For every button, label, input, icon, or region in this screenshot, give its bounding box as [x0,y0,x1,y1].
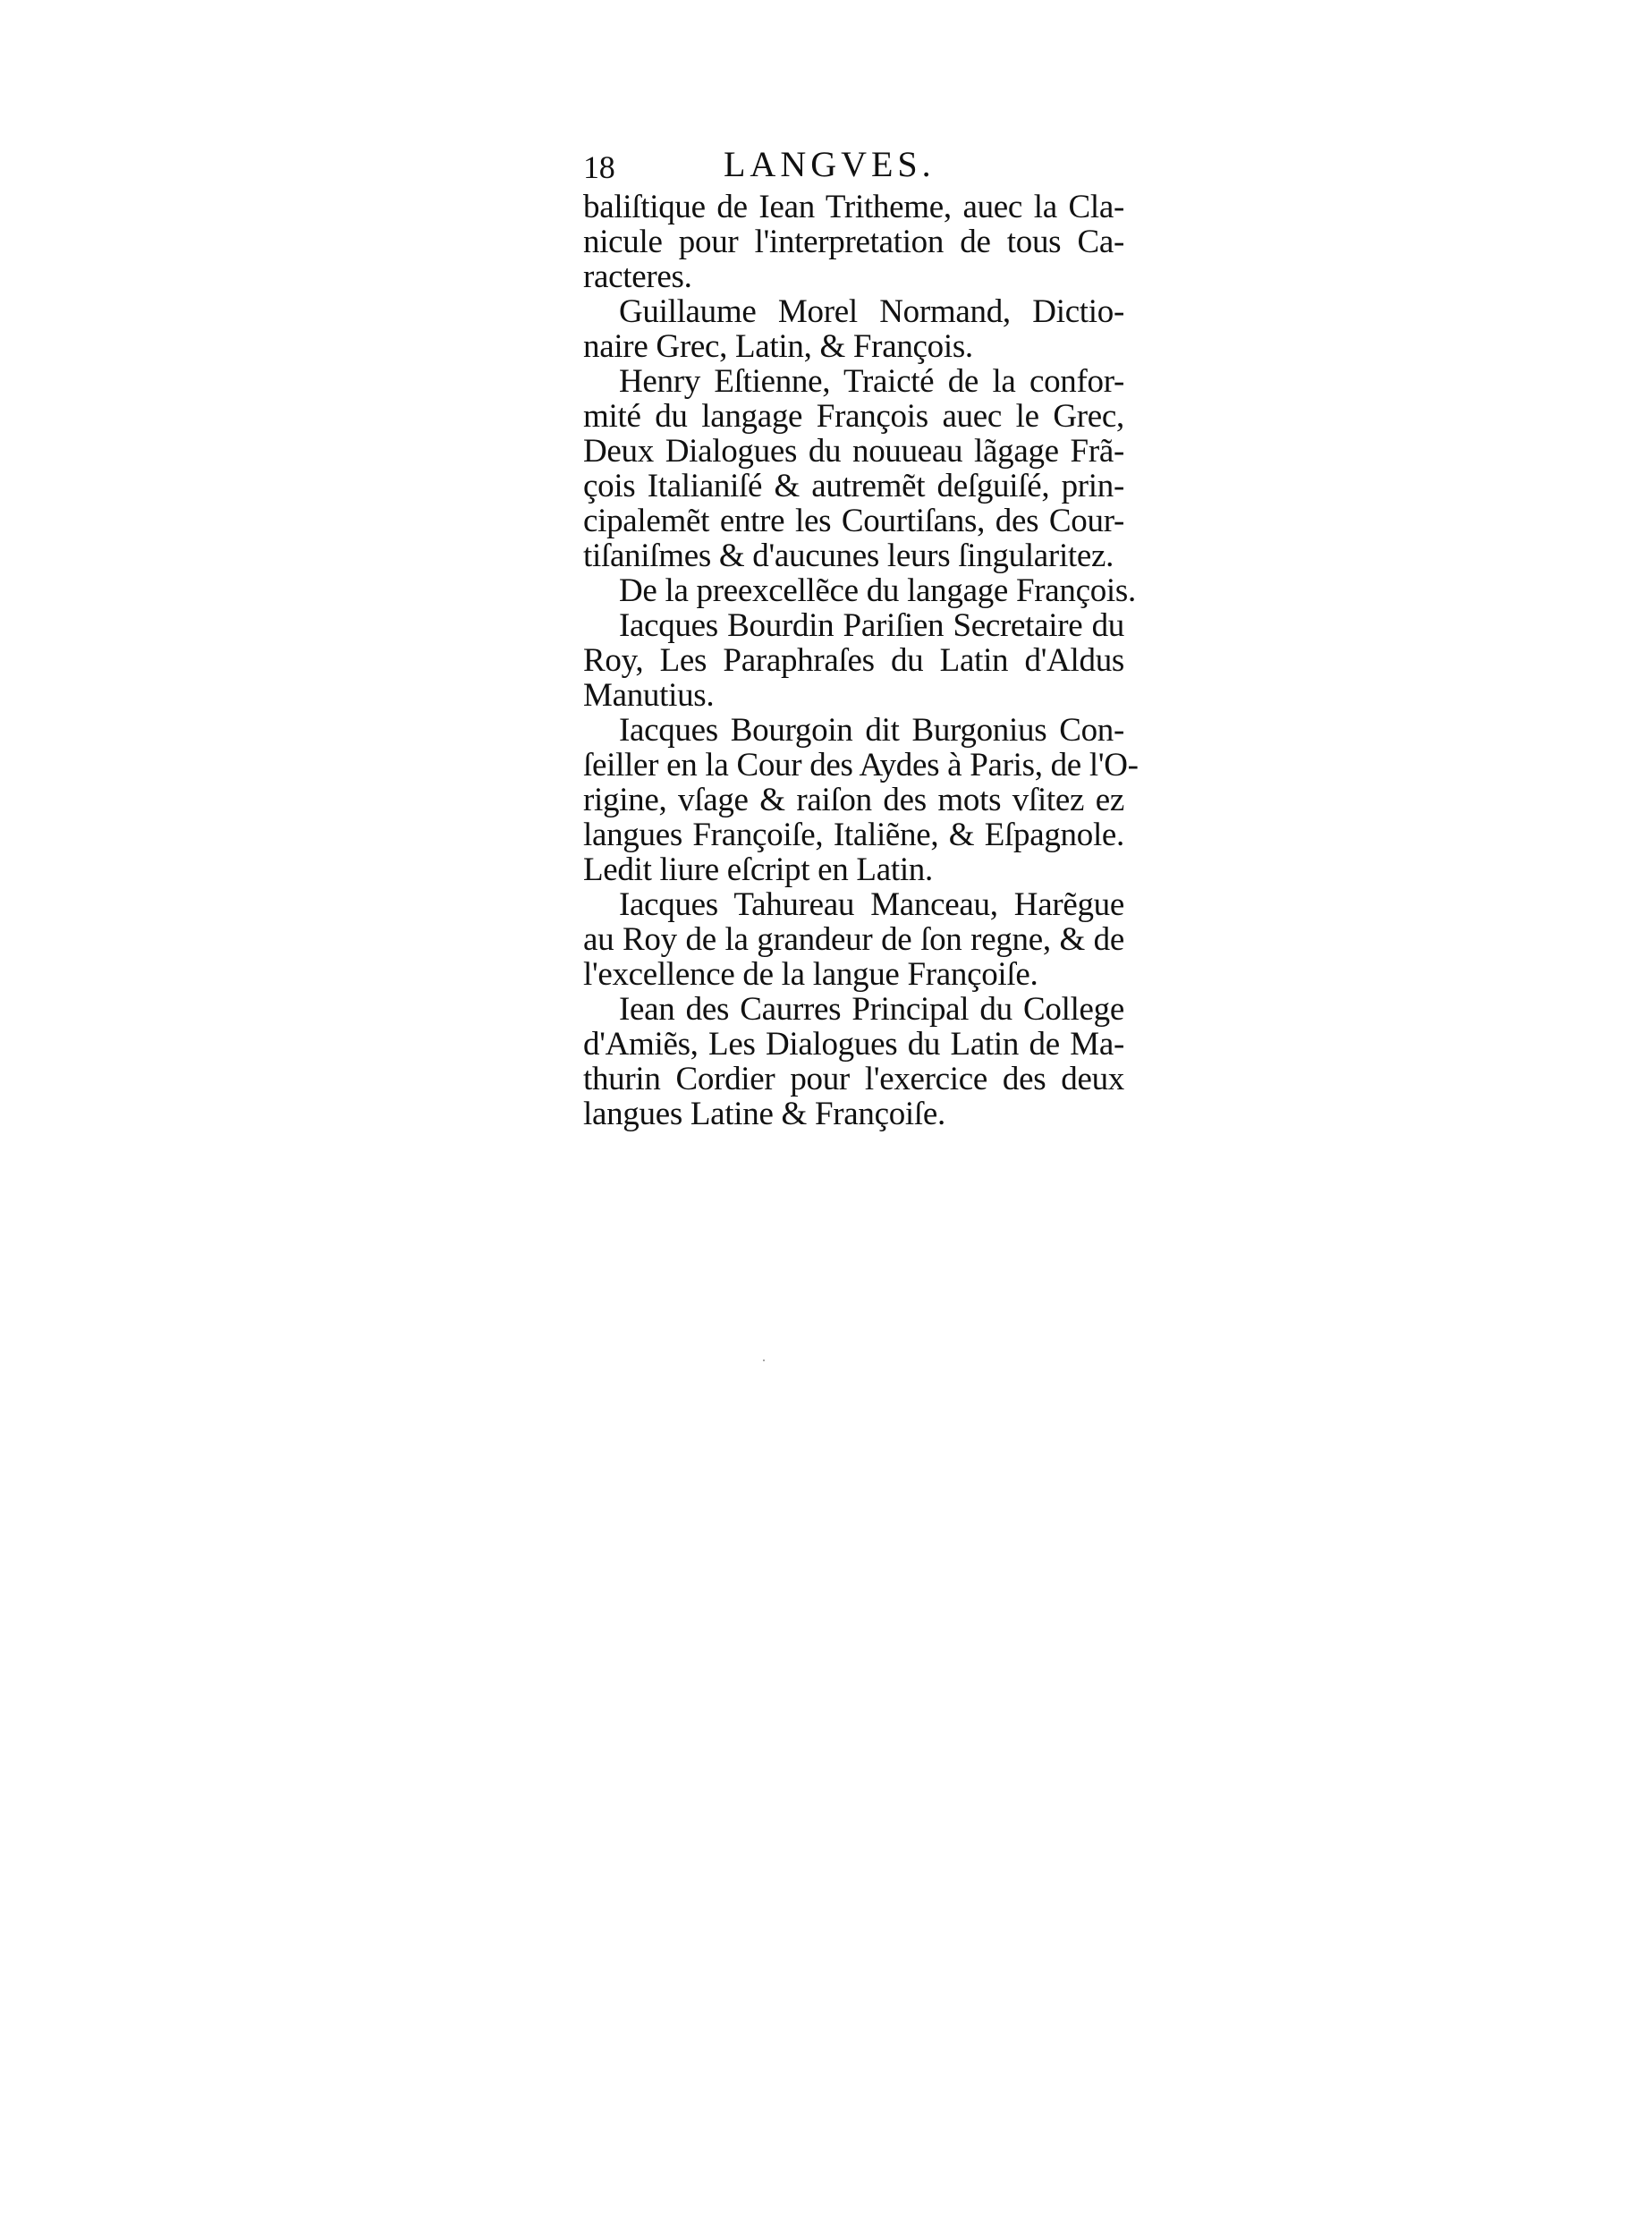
text-line: thurin Cordier pour l'exercice des deux [583,1061,1124,1097]
text-line: Guillaume Morel Normand, Dictio- [619,293,1124,330]
bibliography-entry [583,364,1124,573]
text-line: Iacques Bourdin Pariſien Secretaire du [619,607,1124,644]
text-line: langues Françoiſe, Italiẽne, & Eſpagnole. [583,817,1124,853]
bibliography-entries [583,189,1139,1132]
text-line: naire Grec, Latin, & François. [583,328,973,365]
page-number: 18 [583,149,615,185]
text-line: Henry Eſtienne, Traicté de la confor- [619,363,1124,400]
text-line: Iacques Tahureau Manceau, Harẽgue [619,886,1124,923]
text-line: Manutius. [583,677,715,714]
text-line: baliſtique de Iean Tritheme, auec la Cla- [583,189,1124,225]
paper-speck [763,1359,765,1361]
text-line: au Roy de la grandeur de ſon regne, & de [583,921,1124,958]
text-line: ſeiller en la Cour des Aydes à Paris, de l'O- [583,747,1139,783]
text-line: tiſaniſmes & d'aucunes leurs ſingularitez. [583,538,1114,574]
text-block [583,144,1139,1132]
text-line: çois Italianiſé & autremẽt deſguiſé, prin- [583,468,1124,504]
text-line: l'excellence de la langue Françoiſe. [583,956,1038,993]
bibliography-entry [583,992,1124,1131]
text-line: Ledit liure eſcript en Latin. [583,851,933,888]
running-title: LANGVES. [724,144,936,184]
text-line: rigine, vſage & raiſon des mots vſitez ez [583,782,1124,818]
bibliography-entry [583,608,1124,713]
text-line: De la preexcellẽce du langage François. [619,572,1136,609]
bibliography-entry [583,887,1124,992]
text-line: Deux Dialogues du nouueau lãgage Frã- [583,433,1124,470]
text-line: Roy, Les Paraphraſes du Latin d'Aldus [583,642,1124,679]
text-line: Iacques Bourgoin dit Burgonius Con- [619,712,1124,749]
text-line: mité du langage François auec le Grec, [583,398,1124,435]
text-line: nicule pour l'interpretation de tous Ca- [583,224,1124,260]
text-line: cipalemẽt entre les Courtiſans, des Cour- [583,503,1124,539]
bibliography-entry [583,712,1139,888]
text-line: d'Amiẽs, Les Dialogues du Latin de Ma- [583,1026,1124,1063]
bibliography-entry [583,572,1136,609]
text-line: Iean des Caurres Principal du College [619,991,1124,1028]
bibliography-entry [583,190,1124,294]
text-line: racteres. [583,258,692,295]
bibliography-entry [583,294,1124,364]
running-head [583,144,1124,190]
text-line: langues Latine & Françoiſe. [583,1096,945,1132]
